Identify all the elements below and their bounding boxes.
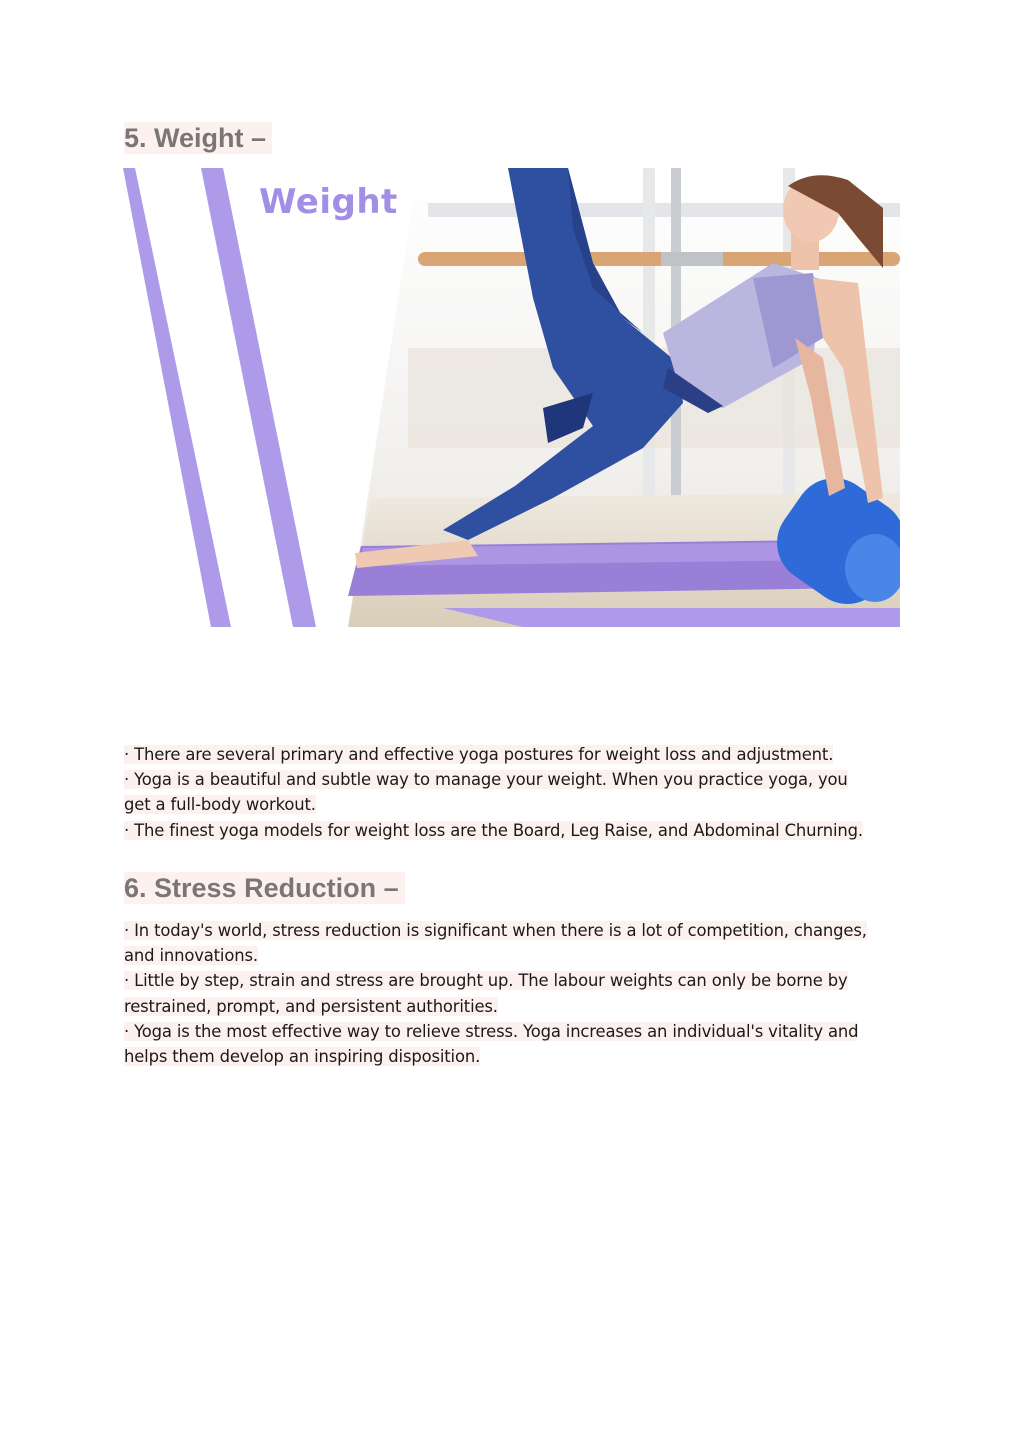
weight-paragraph (124, 742, 914, 843)
text-line: restrained, prompt, and persistent authorities. (124, 996, 498, 1016)
text-line: · In today's world, stress reduction is significant when there is a lot of competition, changes, (124, 921, 867, 940)
section-heading-weight: 5. Weight – (124, 122, 272, 154)
ballet-barre (418, 252, 900, 266)
decor-stripe-2 (201, 168, 316, 627)
text-line: get a full-body workout. (124, 795, 316, 815)
text-line: · Yoga is a beautiful and subtle way to manage your weight. When you practice yoga, you (124, 770, 848, 790)
text-line: · There are several primary and effective yoga postures for weight loss and adjustment. (124, 745, 834, 764)
text-line: and innovations. (124, 946, 258, 966)
text-line: helps them develop an inspiring disposition. (124, 1047, 481, 1067)
text-line: · Yoga is the most effective way to relieve stress. Yoga increases an individual's vitality and (124, 1021, 859, 1041)
stress-reduction-paragraph (124, 918, 914, 1069)
image-caption-weight: Weight (259, 182, 398, 222)
weight-yoga-image (123, 168, 900, 627)
text-line: · Little by step, strain and stress are brought up. The labour weights can only be borne by (124, 971, 848, 991)
decor-bottom-band (443, 608, 900, 627)
text-line: · The finest yoga models for weight loss are the Board, Leg Raise, and Abdominal Churning. (124, 820, 863, 840)
section-heading-stress-reduction: 6. Stress Reduction – (124, 872, 405, 904)
yoga-pose-illustration (123, 168, 900, 627)
